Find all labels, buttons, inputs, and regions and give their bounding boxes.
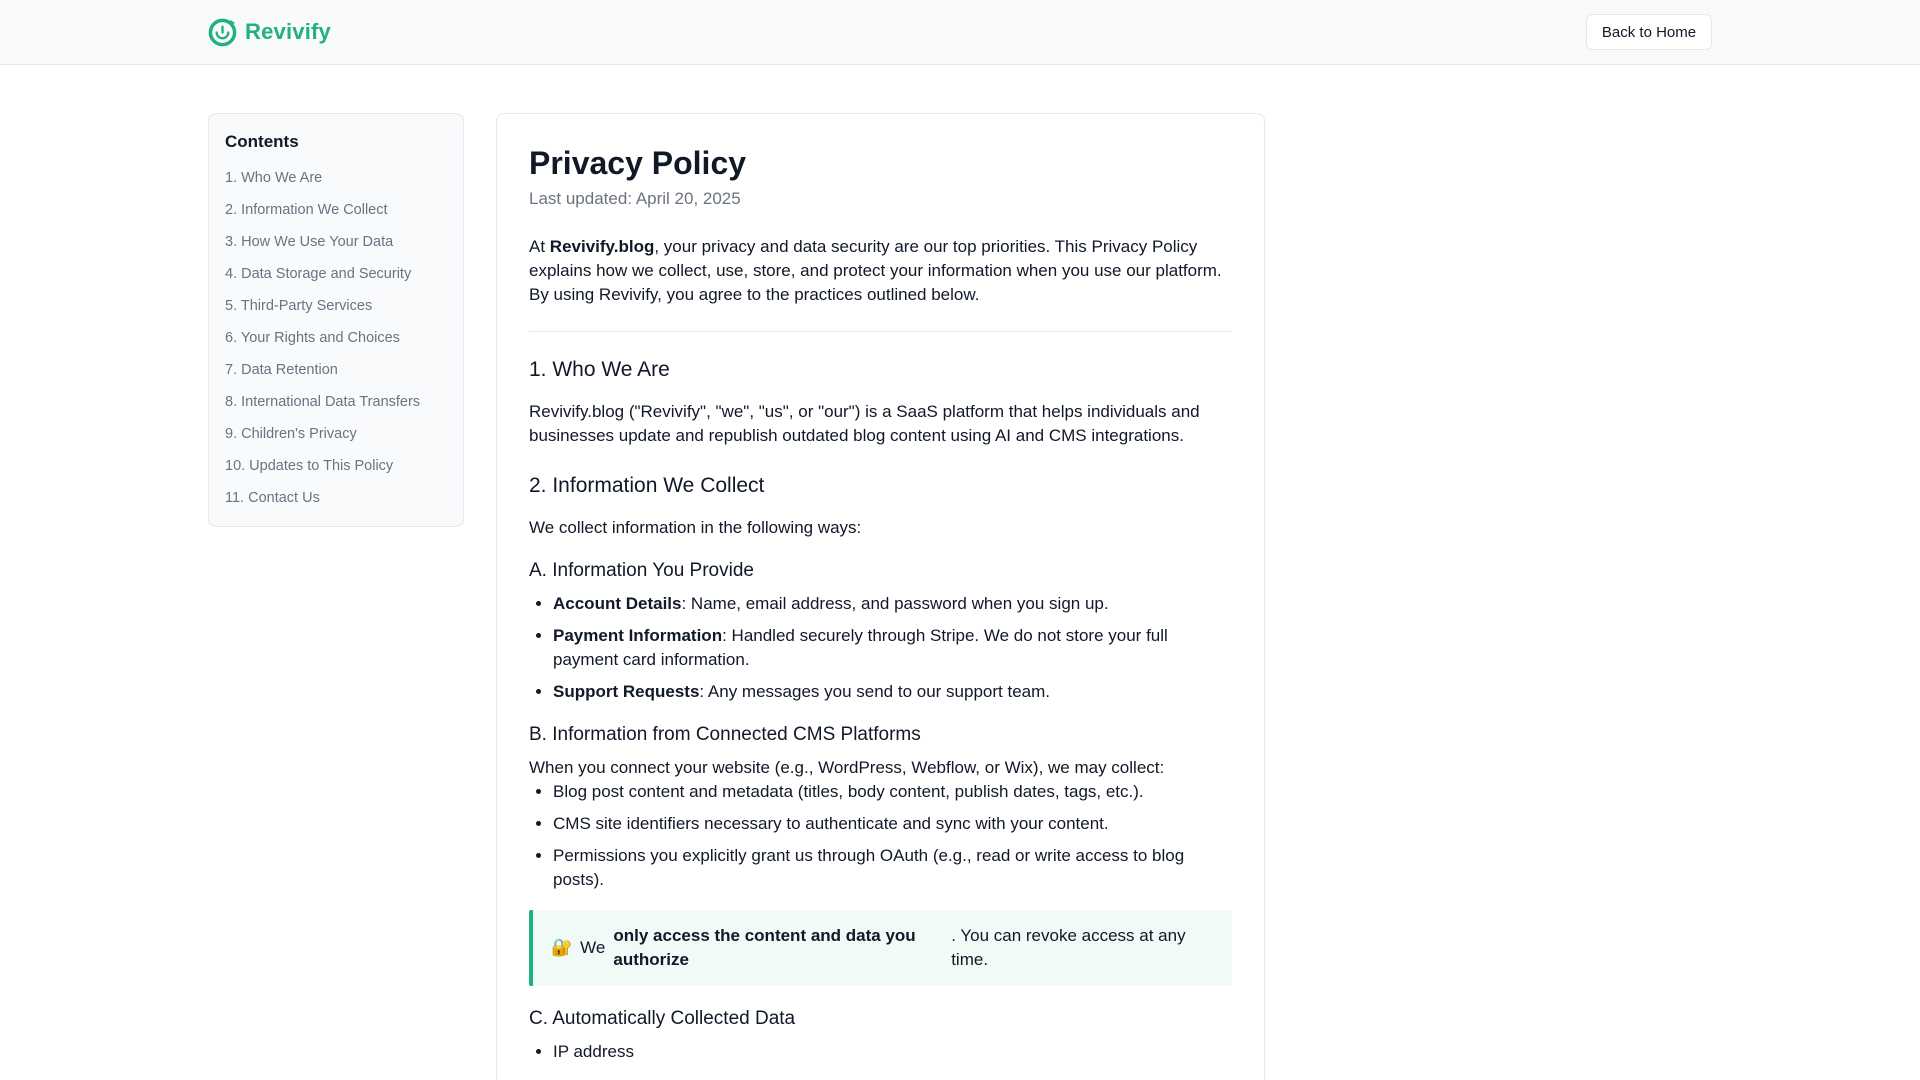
toc-link-international-transfers[interactable]: 8. International Data Transfers <box>225 394 421 410</box>
intro <box>529 235 1232 307</box>
subsection-intro: When you connect your website (e.g., WordPress, Webflow, or Wix), we may collect: <box>529 758 1165 778</box>
intro-paragraph <box>529 235 1232 283</box>
policy-document <box>496 113 1265 1080</box>
item-text: : Name, email address, and password when you sign up. <box>681 594 1109 614</box>
access-callout <box>529 910 1232 986</box>
toc-link-third-party-services[interactable]: 5. Third-Party Services <box>225 298 373 314</box>
brand-name: Revivify <box>245 19 331 44</box>
callout-prefix: We <box>580 938 606 958</box>
item-label: Account Details <box>553 594 682 614</box>
intro-rest: , your privacy and data security are our top priorities. This Privacy Policy explains how we collect, use, store, and protect your information when you use our platform. <box>529 237 1222 281</box>
lock-icon: 🔐 <box>551 938 573 958</box>
toc-link-your-rights[interactable]: 6. Your Rights and Choices <box>225 330 400 346</box>
section-heading: 2. Information We Collect <box>529 474 765 498</box>
callout-emphasis: only access the content and data you authorize <box>613 926 916 970</box>
section-who-we-are <box>529 358 1232 448</box>
cms-info-list <box>529 780 1232 892</box>
toc-link-information-we-collect[interactable]: 2. Information We Collect <box>225 202 388 218</box>
item-text: : Any messages you send to our support team. <box>699 682 1050 702</box>
section-heading: 1. Who We Are <box>529 358 670 382</box>
toc-link-data-storage-security[interactable]: 4. Data Storage and Security <box>225 266 412 282</box>
toc-link-data-retention[interactable]: 7. Data Retention <box>225 362 338 378</box>
provided-info-list <box>529 592 1232 704</box>
list-item <box>553 592 1232 616</box>
item-label: Support Requests <box>553 682 700 702</box>
toc-link-who-we-are[interactable]: 1. Who We Are <box>225 170 323 186</box>
section-text: Revivify.blog ("Revivify", "we", "us", or "our") is a SaaS platform that helps individuals and businesses update and republish outdated blog content using AI and CMS integrations. <box>529 402 1200 446</box>
toc-link-childrens-privacy[interactable]: 9. Children's Privacy <box>225 426 357 442</box>
subsection-heading: B. Information from Connected CMS Platforms <box>529 724 921 746</box>
section-information-we-collect <box>529 474 1232 1064</box>
top-navbar <box>0 0 1920 65</box>
subsection-heading: C. Automatically Collected Data <box>529 1008 796 1030</box>
revivify-logo-icon <box>208 18 237 47</box>
item-label: Payment Information <box>553 626 723 646</box>
list-item <box>553 680 1232 704</box>
toc-list <box>225 162 447 514</box>
page-title: Privacy Policy <box>529 145 747 181</box>
toc-link-contact-us[interactable]: 11. Contact Us <box>225 490 320 506</box>
last-updated: Last updated: April 20, 2025 <box>529 189 741 209</box>
toc-title: Contents <box>225 132 299 151</box>
list-item: • Permissions you explicitly grant us through OAuth (e.g., read or write access to blog posts). <box>553 844 1232 892</box>
list-item <box>553 624 1232 672</box>
intro-agreement: By using Revivify, you agree to the practices outlined below. <box>529 285 980 305</box>
subsection-heading: A. Information You Provide <box>529 560 754 582</box>
intro-prefix: At <box>529 237 550 257</box>
back-to-home-button[interactable]: Back to Home <box>1586 14 1712 50</box>
brand-logo-link[interactable] <box>208 17 331 47</box>
toc-link-updates[interactable]: 10. Updates to This Policy <box>225 458 394 474</box>
toc-link-how-we-use-your-data[interactable]: 3. How We Use Your Data <box>225 234 394 250</box>
intro-brand: Revivify.blog <box>549 237 655 257</box>
section-intro: We collect information in the following ways: <box>529 518 862 538</box>
list-item: • CMS site identifiers necessary to authenticate and sync with your content. <box>553 812 1232 836</box>
callout-suffix: . You can revoke access at any time. <box>951 926 1186 970</box>
auto-collected-list <box>529 1040 1232 1064</box>
list-item: • Blog post content and metadata (titles, body content, publish dates, tags, etc.). <box>553 780 1232 804</box>
item-text: : Handled securely through Stripe. We do not store your full payment card information. <box>553 626 1168 670</box>
list-item: • IP address <box>553 1040 1232 1064</box>
divider <box>529 331 1232 332</box>
table-of-contents <box>208 113 464 527</box>
